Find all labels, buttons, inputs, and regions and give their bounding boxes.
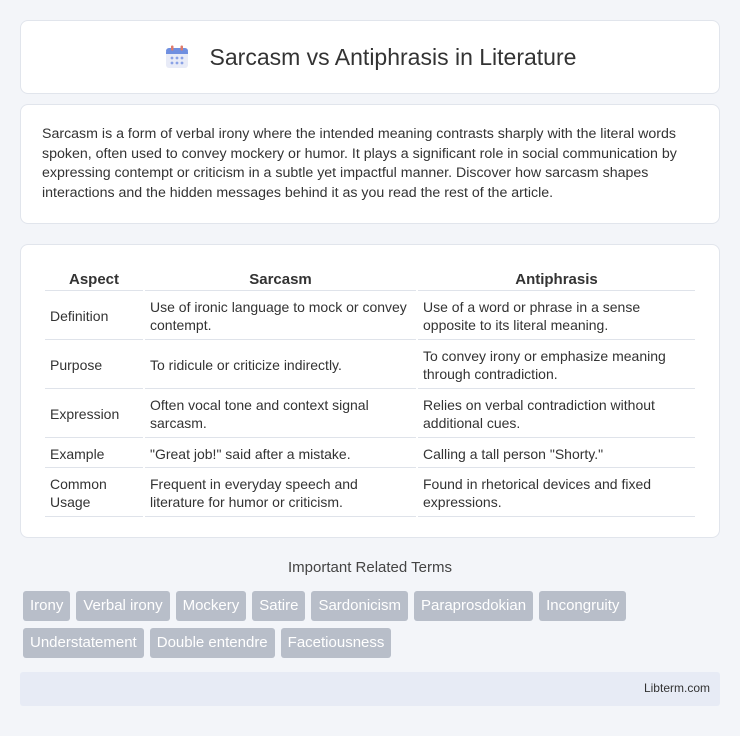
header-antiphrasis: Antiphrasis — [418, 267, 695, 291]
calendar-icon — [164, 44, 190, 70]
cell-sarcasm: Often vocal tone and context signal sarcasm. — [145, 391, 416, 438]
header-card — [20, 20, 720, 94]
cell-antiphrasis: Use of a word or phrase in a sense opposite to its literal meaning. — [418, 293, 695, 340]
table-row — [45, 391, 695, 438]
table-row — [45, 293, 695, 340]
cell-aspect: Example — [45, 440, 143, 468]
table-row — [45, 440, 695, 468]
cell-antiphrasis: Found in rhetorical devices and fixed expressions. — [418, 470, 695, 517]
tag-double-entendre[interactable]: Double entendre — [150, 628, 275, 658]
footer — [20, 672, 720, 706]
tag-incongruity[interactable]: Incongruity — [539, 591, 626, 621]
tag-mockery[interactable]: Mockery — [176, 591, 247, 621]
tag-satire[interactable]: Satire — [252, 591, 305, 621]
header-sarcasm: Sarcasm — [145, 267, 416, 291]
comparison-card — [20, 244, 720, 538]
tag-facetiousness[interactable]: Facetiousness — [281, 628, 392, 658]
cell-sarcasm: Use of ironic language to mock or convey contempt. — [145, 293, 416, 340]
table-row — [45, 470, 695, 517]
cell-antiphrasis: Calling a tall person "Shorty." — [418, 440, 695, 468]
related-terms-list — [23, 591, 723, 658]
cell-sarcasm: "Great job!" said after a mistake. — [145, 440, 416, 468]
cell-aspect: Definition — [45, 293, 143, 340]
cell-antiphrasis: To convey irony or emphasize meaning through contradiction. — [418, 342, 695, 389]
comparison-table — [43, 265, 697, 519]
tag-verbal-irony[interactable]: Verbal irony — [76, 591, 169, 621]
cell-aspect: Expression — [45, 391, 143, 438]
intro-text: Sarcasm is a form of verbal irony where the intended meaning contrasts sharply with the literal words spoken, often used to convey mockery or humor. It plays a significant role in social communication by expressing contempt or criticism in a subtle yet impactful manner. Discover how sarcasm shapes interactions and the hidden messages behind it as you read the rest of the article. — [42, 126, 677, 201]
intro-card — [20, 104, 720, 224]
footer-site-link[interactable]: Libterm.com — [643, 681, 710, 695]
header-aspect: Aspect — [45, 267, 143, 291]
page-title: Sarcasm vs Antiphrasis in Literature — [209, 43, 577, 70]
cell-aspect: Common Usage — [45, 470, 143, 517]
tag-understatement[interactable]: Understatement — [23, 628, 144, 658]
related-terms-title: Important Related Terms — [288, 559, 452, 576]
tag-sardonicism[interactable]: Sardonicism — [311, 591, 408, 621]
table-row — [45, 342, 695, 389]
cell-aspect: Purpose — [45, 342, 143, 389]
tag-irony[interactable]: Irony — [23, 591, 70, 621]
cell-antiphrasis: Relies on verbal contradiction without additional cues. — [418, 391, 695, 438]
tag-paraprosdokian[interactable]: Paraprosdokian — [414, 591, 533, 621]
cell-sarcasm: To ridicule or criticize indirectly. — [145, 342, 416, 389]
cell-sarcasm: Frequent in everyday speech and literature for humor or criticism. — [145, 470, 416, 517]
